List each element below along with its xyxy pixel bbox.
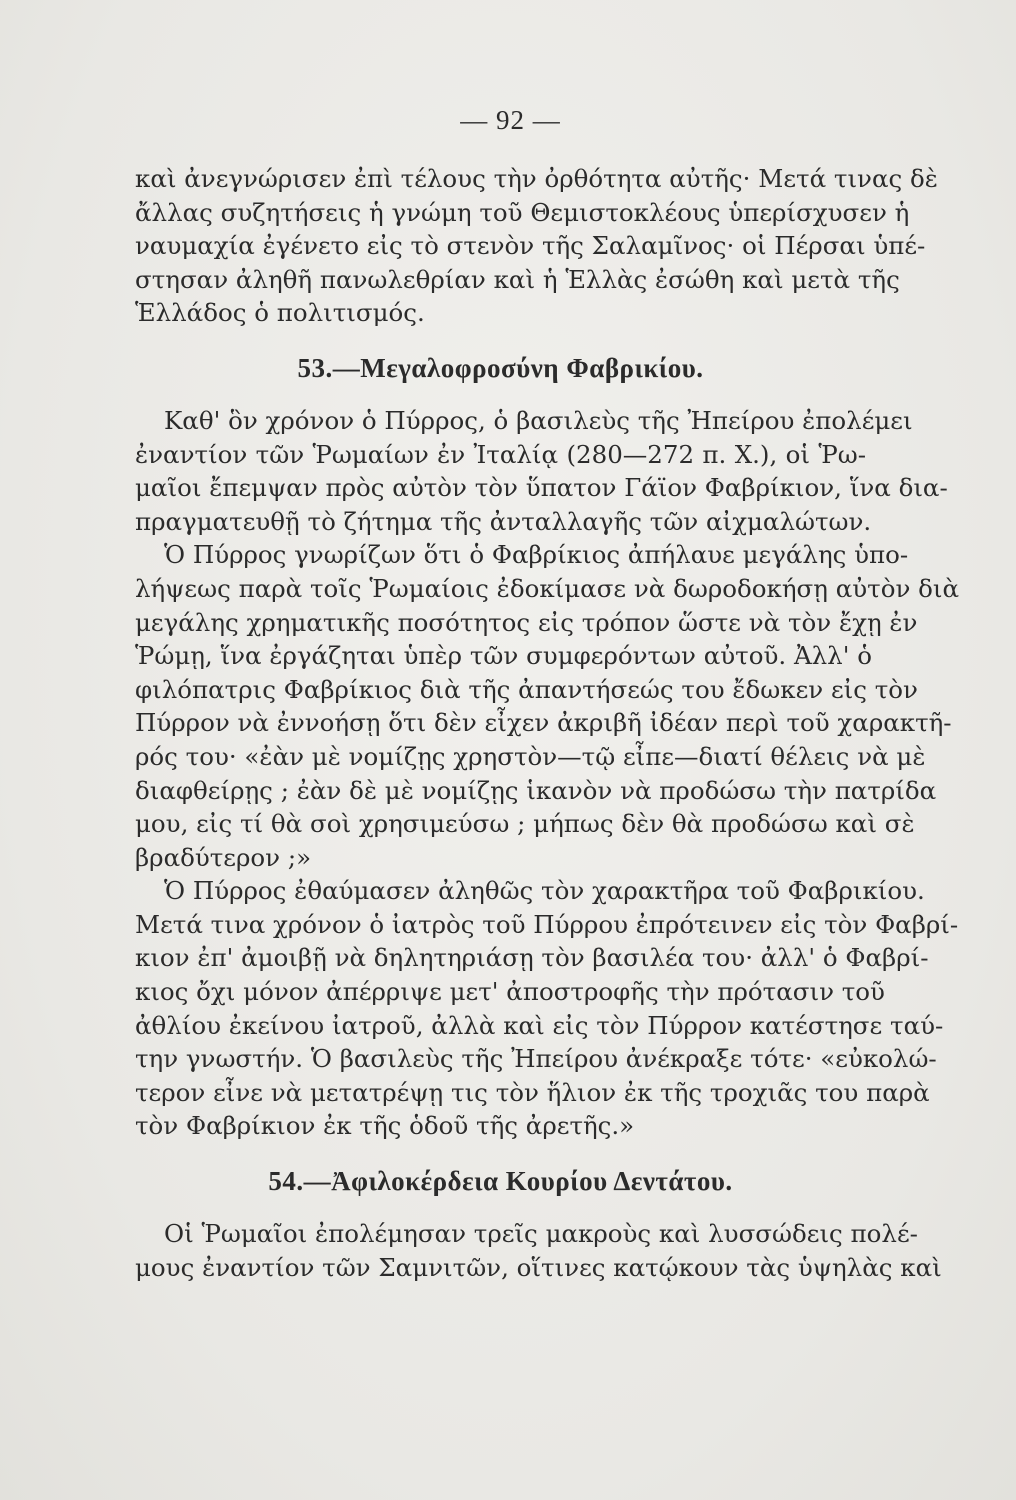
- text-line: Μετά τινα χρόνον ὁ ἰατρὸς τοῦ Πύρρου ἐπρότεινεν εἰς τὸν Φαβρί-: [135, 909, 959, 939]
- text-line: Ἑλλάδος ὁ πολιτισμός.: [135, 298, 425, 328]
- paragraph-physician-offer: [135, 874, 959, 1143]
- paragraph-samnite-wars: [135, 1217, 942, 1284]
- text-line: Ὁ Πύρρος ἐθαύμασεν ἀληθῶς τὸν χαρακτῆρα τοῦ Φαβρικίου.: [164, 876, 925, 906]
- text-line: ἀθλίου ἐκείνου ἰατροῦ, ἀλλὰ καὶ εἰς τὸν Πύρρον κατέστησε ταύ-: [135, 1010, 944, 1040]
- paragraph-pyrrhus-embassy: [135, 404, 948, 538]
- text-line: μαῖοι ἔπεμψαν πρὸς αὐτὸν τὸν ὕπατον Γάϊον Φαβρίκιον, ἵνα δια-: [135, 473, 948, 503]
- paragraph-bribe-attempt: [135, 538, 960, 874]
- text-line: κιος ὄχι μόνον ἀπέρριψε μετ' ἀποστροφῆς τὴν πρότασιν τοῦ: [135, 977, 885, 1007]
- text-line: στησαν ἀληθῆ πανωλεθρίαν καὶ ἡ Ἑλλὰς ἐσώθη καὶ μετὰ τῆς: [135, 264, 900, 294]
- section-heading-53: 53.—Μεγαλοφροσύνη Φαβρικίου.: [297, 352, 704, 383]
- text-line: Καθ' ὃν χρόνον ὁ Πύρρος, ὁ βασιλεὺς τῆς Ἠπείρου ἐπολέμει: [164, 405, 913, 435]
- text-line: μου, εἰς τί θὰ σοὶ χρησιμεύσω ; μήπως δὲν θὰ προδώσω καὶ σὲ: [135, 809, 915, 839]
- section-heading-54: 54.—Ἀφιλοκέρδεια Κουρίου Δεντάτου.: [268, 1166, 733, 1197]
- text-line: ρός του· «ἐὰν μὲ νομίζῃς χρηστὸν—τῷ εἶπε—διατί θέλεις νὰ μὲ: [135, 741, 926, 771]
- text-line: φιλόπατρις Φαβρίκιος διὰ τῆς ἀπαντήσεώς του ἔδωκεν εἰς τὸν: [135, 674, 918, 704]
- text-line: καὶ ἀνεγνώρισεν ἐπὶ τέλους τὴν ὀρθότητα αὐτῆς· Μετά τινας δὲ: [135, 164, 938, 193]
- page-number: — 92 —: [460, 105, 561, 135]
- text-line: ἐναντίον τῶν Ῥωμαίων ἐν Ἰταλίᾳ (280—272 π. Χ.), οἱ Ῥω-: [135, 439, 866, 469]
- text-line: Ὁ Πύρρος γνωρίζων ὅτι ὁ Φαβρίκιος ἀπήλαυε μεγάλης ὑπο-: [164, 540, 909, 570]
- text-line: κιον ἐπ' ἀμοιβῇ νὰ δηλητηριάσῃ τὸν βασιλέα του· ἀλλ' ὁ Φαβρί-: [135, 943, 929, 973]
- text-line: διαφθείρῃς ; ἐὰν δὲ μὲ νομίζῃς ἱκανὸν νὰ προδώσω τὴν πατρίδα: [135, 775, 937, 805]
- text-line: την γνωστήν. Ὁ βασιλεὺς τῆς Ἠπείρου ἀνέκραξε τότε· «εὐκολώ-: [135, 1044, 937, 1074]
- text-line: τὸν Φαβρίκιον ἐκ τῆς ὁδοῦ τῆς ἀρετῆς.»: [135, 1111, 635, 1141]
- text-line: Πύρρον νὰ ἐννοήσῃ ὅτι δὲν εἶχεν ἀκριβῆ ἰδέαν περὶ τοῦ χαρακτῆ-: [135, 708, 952, 738]
- paragraph-salamis-conclusion: [135, 162, 938, 330]
- text-line: τερον εἶνε νὰ μετατρέψῃ τις τὸν ἥλιον ἐκ τῆς τροχιᾶς του παρὰ: [135, 1077, 930, 1107]
- text-line: βραδύτερον ;»: [135, 842, 312, 872]
- text-line: λήψεως παρὰ τοῖς Ῥωμαίοις ἐδοκίμασε νὰ δωροδοκήσῃ αὐτὸν διὰ: [135, 573, 960, 603]
- text-line: μεγάλης χρηματικῆς ποσότητος εἰς τρόπον ὥστε νὰ τὸν ἔχῃ ἐν: [135, 607, 918, 637]
- text-line: μους ἐναντίον τῶν Σαμνιτῶν, οἵτινες κατῴκουν τὰς ὑψηλὰς καὶ: [135, 1252, 942, 1282]
- text-line: Οἱ Ῥωμαῖοι ἐπολέμησαν τρεῖς μακροὺς καὶ λυσσώδεις πολέ-: [164, 1219, 918, 1249]
- text-line: πραγματευθῇ τὸ ζήτημα τῆς ἀνταλλαγῆς τῶν αἰχμαλώτων.: [135, 506, 872, 536]
- text-line: ἄλλας συζητήσεις ἡ γνώμη τοῦ Θεμιστοκλέους ὑπερίσχυσεν ἡ: [135, 197, 910, 227]
- text-line: ναυμαχία ἐγένετο εἰς τὸ στενὸν τῆς Σαλαμῖνος· οἱ Πέρσαι ὑπέ-: [135, 231, 926, 261]
- text-line: Ῥώμῃ, ἵνα ἐργάζηται ὑπὲρ τῶν συμφερόντων αὐτοῦ. Ἀλλ' ὁ: [135, 641, 872, 671]
